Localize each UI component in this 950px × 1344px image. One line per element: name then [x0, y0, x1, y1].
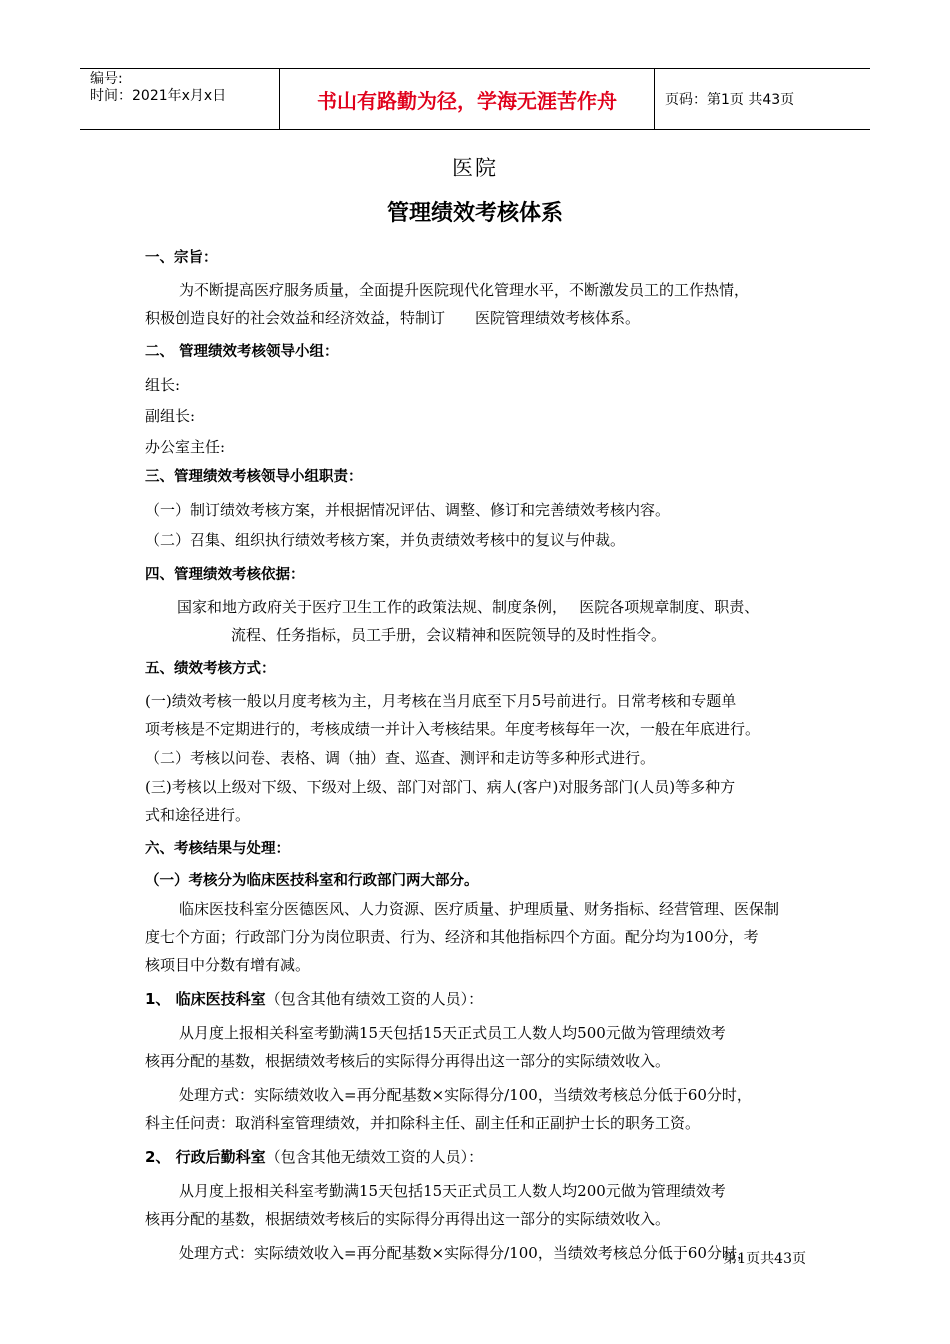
paragraph: 流程、任务指标，员工手册，会议精神和医院领导的及时性指令。	[231, 626, 667, 644]
time-label: 时间：2021年x月x日	[90, 88, 227, 104]
header-motto: 书山有路勤为径，学海无涯苦作舟	[280, 69, 655, 129]
paragraph: 核项目中分数有增有减。	[145, 956, 311, 974]
paragraph: 临床医技科室分医德医风、人力资源、医疗质量、护理质量、财务指标、经营管理、医保制	[179, 900, 780, 918]
number-label: 编号:	[90, 71, 123, 87]
list-item: (一)绩效考核一般以月度考核为主，月考核在当月底至下月5号前进行。日常考核和专题单	[145, 692, 737, 710]
item-1-note: （包含其他有绩效工资的人员）：	[265, 990, 484, 1008]
section-5-heading: 五、绩效考核方式：	[145, 661, 276, 677]
paragraph: 科主任问责：取消科室管理绩效，并扣除科主任、副主任和正副护士长的职务工资。	[145, 1114, 701, 1132]
document-body	[145, 244, 810, 1267]
item-2-title: 2、 行政后勤科室	[145, 1148, 266, 1166]
office-director-line: 办公室主任:	[145, 438, 226, 456]
paragraph: 从月度上报相关科室考勤满15天包括15天正式员工人数人均200元做为管理绩效考	[179, 1182, 726, 1200]
paragraph: 处理方式：实际绩效收入=再分配基数×实际得分/100，当绩效考核总分低于60分时，	[179, 1086, 752, 1104]
paragraph: 核再分配的基数，根据绩效考核后的实际得分再得出这一部分的实际绩效收入。	[145, 1052, 671, 1070]
paragraph: 处理方式：实际绩效收入=再分配基数×实际得分/100，当绩效考核总分低于60分时，	[179, 1244, 752, 1262]
list-item-continued: 项考核是不定期进行的，考核成绩一并计入考核结果。年度考核每年一次，一般在年底进行。	[145, 720, 761, 738]
document-title-line-1: 医院	[452, 156, 498, 180]
item-1-heading	[145, 985, 810, 1013]
paragraph: 从月度上报相关科室考勤满15天包括15天正式员工人数人均500元做为管理绩效考	[179, 1024, 726, 1042]
document-header	[80, 68, 870, 130]
paragraph: 度七个方面；行政部门分为岗位职责、行为、经济和其他指标四个方面。配分均为100分，考	[145, 928, 759, 946]
header-meta	[80, 69, 280, 129]
item-2-heading	[145, 1143, 810, 1171]
paragraph: 积极创造良好的社会效益和经济效益，特制订 医院管理绩效考核体系。	[145, 309, 641, 327]
paragraph: 核再分配的基数，根据绩效考核后的实际得分再得出这一部分的实际绩效收入。	[145, 1210, 671, 1228]
paragraph: 为不断提高医疗服务质量，全面提升医院现代化管理水平，不断激发员工的工作热情，	[179, 281, 750, 299]
section-1-heading: 一、宗旨：	[145, 250, 218, 266]
paragraph: 国家和地方政府关于医疗卫生工作的政策法规、制度条例， 医院各项规章制度、职责、	[177, 598, 760, 616]
list-item: （二）召集、组织执行绩效考核方案，并负责绩效考核中的复议与仲裁。	[145, 531, 626, 549]
section-4-heading: 四、管理绩效考核依据：	[145, 567, 305, 583]
list-item-continued: 式和途径进行。	[145, 806, 251, 824]
section-2-heading: 二、 管理绩效考核领导小组：	[145, 344, 339, 360]
document-title-line-2: 管理绩效考核体系	[386, 201, 563, 226]
leader-line: 组长:	[145, 376, 181, 394]
deputy-leader-line: 副组长:	[145, 407, 196, 425]
header-page-info: 页码：第1页 共43页	[665, 92, 795, 108]
section-6-heading: 六、考核结果与处理：	[145, 841, 290, 857]
item-2-note: （包含其他无绩效工资的人员）：	[265, 1148, 484, 1166]
section-3-heading: 三、管理绩效考核领导小组职责：	[145, 469, 363, 485]
list-item: （二）考核以问卷、表格、调（抽）查、巡查、测评和走访等多种形式进行。	[145, 749, 656, 767]
subsection-heading: （一）考核分为临床医技科室和行政部门两大部分。	[145, 873, 479, 889]
page-footer: 第1页共43页	[723, 1251, 806, 1267]
list-item: (三)考核以上级对下级、下级对上级、部门对部门、病人(客户)对服务部门(人员)等多种方	[145, 778, 736, 796]
list-item: （一）制订绩效考核方案，并根据情况评估、调整、修订和完善绩效考核内容。	[145, 501, 671, 519]
item-1-title: 1、 临床医技科室	[145, 990, 266, 1008]
